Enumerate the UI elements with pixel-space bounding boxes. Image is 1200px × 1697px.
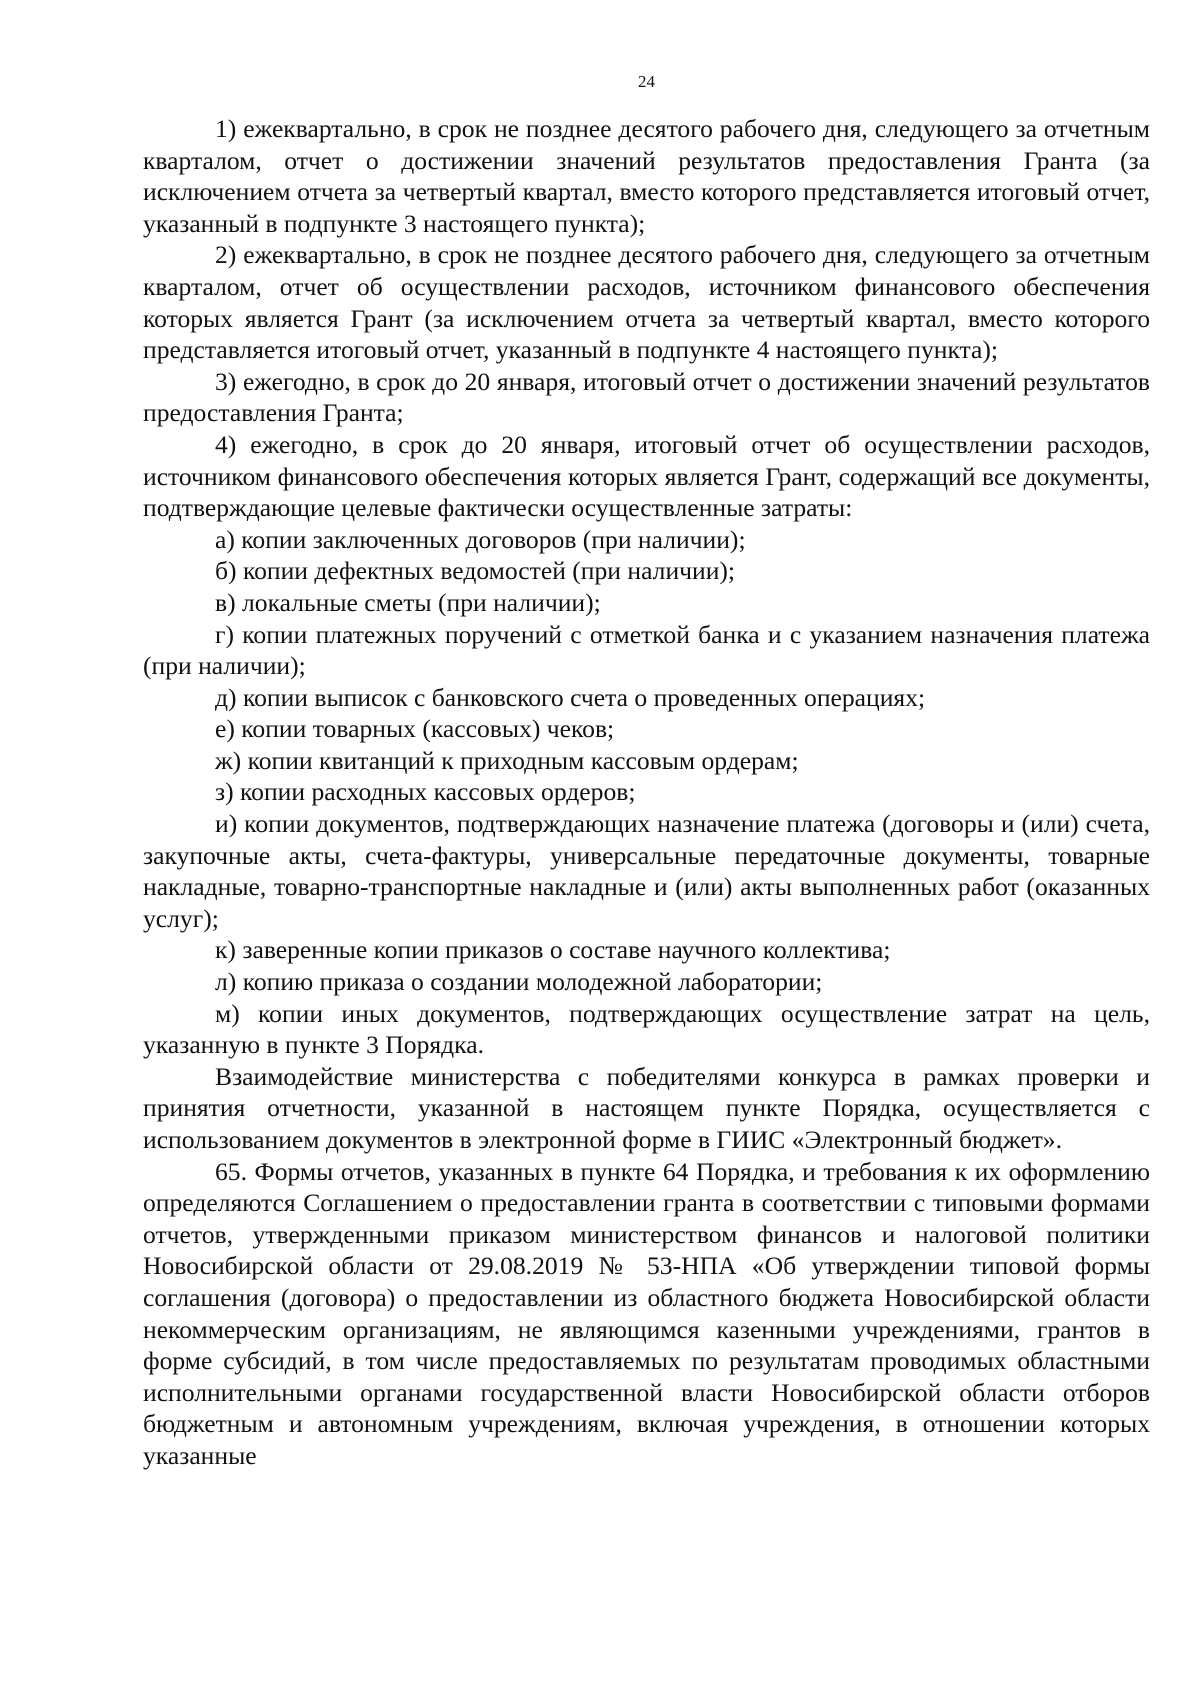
- paragraph-item-v: в) локальные сметы (при наличии);: [215, 587, 601, 617]
- page-number: 24: [638, 72, 655, 91]
- paragraph-item-g: г) копии платежных поручений с отметкой банка и с указанием назначения платежа (при наличии);: [143, 619, 1150, 681]
- paragraph-item-1: 1) ежеквартально, в срок не позднее десятого рабочего дня, следующего за отчетным кварталом, отчет о достижении значений результатов предоставления Гранта (за исключением отчета за четвертый квартал, вместо которого представляется итоговый отчет, указанный в подпункте 3 настоящего пункта);: [143, 114, 1150, 238]
- paragraph-interaction: Взаимодействие министерства с победителями конкурса в рамках проверки и принятия отчетности, указанной в настоящем пункте Порядка, осуществляется с использованием документов в электронной форме в ГИИС «Электронный бюджет».: [143, 1061, 1150, 1154]
- paragraph-item-k: к) заверенные копии приказов о составе научного коллектива;: [215, 935, 891, 965]
- paragraph-item-i: и) копии документов, подтверждающих назначение платежа (договоры и (или) счета, закупочные акты, счета-фактуры, универсальные передаточные документы, товарные накладные, товарно-транспортные накладные и (или) акты выполненных работ (оказанных услуг);: [143, 809, 1150, 933]
- paragraph-item-2: 2) ежеквартально, в срок не позднее десятого рабочего дня, следующего за отчетным кварталом, отчет об осуществлении расходов, источником финансового обеспечения которых является Грант (за исключением отчета за четвертый квартал, вместо которого представляется итоговый отчет, указанный в подпункте 4 настоящего пункта);: [143, 240, 1150, 365]
- document-body: [143, 113, 1150, 1472]
- paragraph-item-d: д) копии выписок с банковского счета о проведенных операциях;: [215, 682, 926, 712]
- paragraph-section-65: 65. Формы отчетов, указанных в пункте 64 Порядка, и требования к их оформлению определяются Соглашением о предоставлении гранта в соответствии с типовыми формами отчетов, утвержденными приказом министерством финансов и налоговой политики Новосибирской области от 29.08.2019 № 53-НПА «Об утверждении типовой формы соглашения (договора) о предоставлении из областного бюджета Новосибирской области некоммерческим организациям, не являющимся казенными учреждениями, грантов в форме субсидий, в том числе предоставляемых по результатам проводимых областными исполнительными органами государственной власти Новосибирской области отборов бюджетным и автономным учреждениям, включая учреждения, в отношении которых указанные: [143, 1156, 1150, 1470]
- paragraph-item-b: б) копии дефектных ведомостей (при наличии);: [215, 556, 736, 586]
- document-page: [143, 0, 1150, 1697]
- paragraph-item-l: л) копию приказа о создании молодежной лаборатории;: [215, 967, 823, 997]
- paragraph-item-4: 4) ежегодно, в срок до 20 января, итоговый отчет об осуществлении расходов, источником финансового обеспечения которых является Грант, содержащий все документы, подтверждающие целевые фактически осуществленные затраты:: [143, 429, 1150, 523]
- paragraph-item-zh: ж) копии квитанций к приходным кассовым ордерам;: [215, 745, 799, 775]
- paragraph-item-e: е) копии товарных (кассовых) чеков;: [215, 714, 615, 744]
- paragraph-item-m: м) копии иных документов, подтверждающих осуществление затрат на цель, указанную в пункте 3 Порядка.: [143, 998, 1150, 1060]
- paragraph-item-a: а) копии заключенных договоров (при наличии);: [215, 524, 746, 554]
- paragraph-item-3: 3) ежегодно, в срок до 20 января, итоговый отчет о достижении значений результатов предоставления Гранта;: [143, 366, 1150, 428]
- paragraph-item-z: з) копии расходных кассовых ордеров;: [215, 777, 636, 807]
